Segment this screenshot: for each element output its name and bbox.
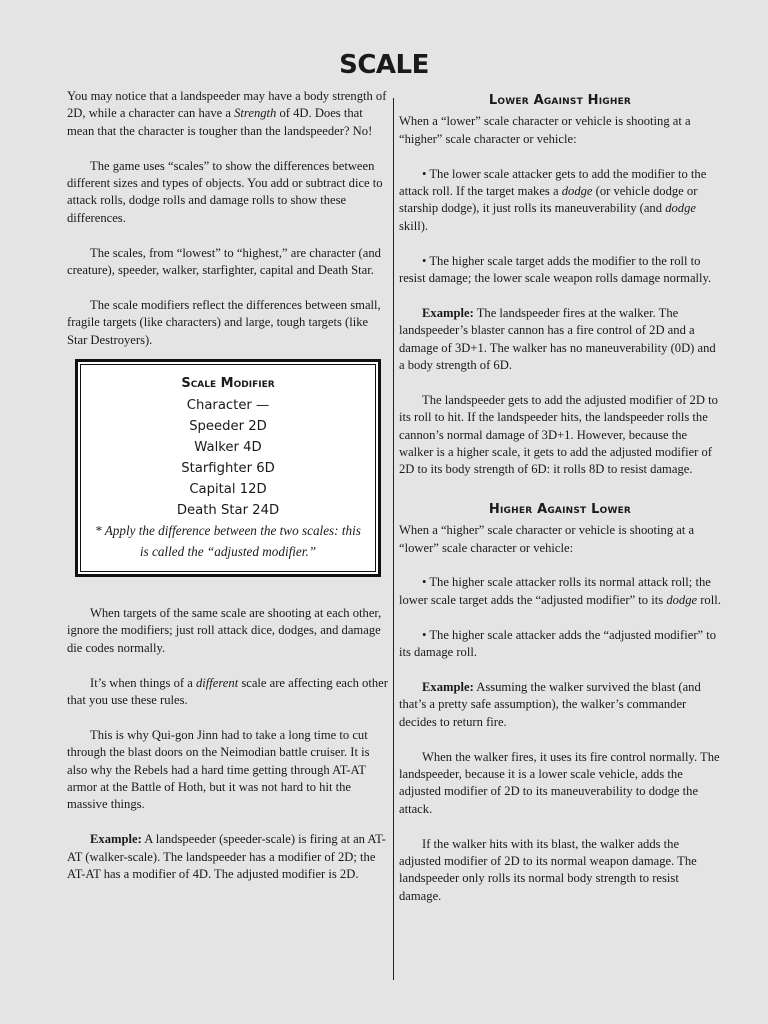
lower-bullet-attack: • The lower scale attacker gets to add the modifier to the attack roll. If the target makes a dodge (or vehicle dodge or starship dodge), it just rolls its maneuverability (and dodge skill). [399, 166, 707, 233]
scale-row-character: Character — [186, 398, 270, 414]
intro-paragraph: You may notice that a landspeeder may have a body strength of 2D, while a character can have a Strength of 4D. Does that mean that the character is tougher than the landspeeder? No! [67, 89, 387, 138]
scale-modifier-title: Scale Modifier [181, 376, 275, 392]
scale-row-death-star: Death Star 24D [176, 503, 280, 519]
left-example-paragraph: Example: A landspeeder (speeder-scale) is firing at an AT-AT (walker-scale). The landspeeder has a modifier of 2D; the AT-AT has a modifier of 4D. The adjusted modifier is 2D. [67, 832, 386, 882]
scale-row-speeder: Speeder 2D [189, 419, 267, 435]
right-column [399, 92, 721, 923]
scale-modifiers-paragraph: The scale modifiers reflect the differences between small, fragile targets (like characters) and large, tough targets (like Star Destroyers). [67, 297, 381, 347]
higher-bullet-attack: • The higher scale attacker rolls its normal attack roll; the lower scale target adds the “adjusted modifier” to its dodge roll. [399, 575, 721, 607]
page-title: SCALE [339, 50, 429, 80]
same-scale-paragraph: When targets of the same scale are shooting at each other, ignore the modifiers; just roll attack dice, dodges, and damage die codes normally. [67, 606, 382, 655]
higher-intro-paragraph: When a “higher” scale character or vehicle is shooting at a “lower” scale character or vehicle: [399, 523, 695, 555]
higher-example-paragraph: Example: Assuming the walker survived the blast (and that’s a pretty safe assumption), the walker’s commander decides to return fire. [399, 679, 701, 729]
qui-gon-paragraph: This is why Qui-gon Jinn had to take a long time to cut through the blast doors on the Neimodian battle cruiser. It is also why the Rebels had a hard time getting through AT-AT armor at the Battle of Hoth, but it was not hard to hit the massive things. [67, 727, 370, 812]
higher-against-lower-heading: Higher Against Lower [488, 501, 632, 517]
higher-bullet-damage: • The higher scale attacker adds the “adjusted modifier” to its damage roll. [399, 627, 717, 660]
scale-row-walker: Walker 4D [194, 440, 262, 456]
scale-order-paragraph: The scales, from “lowest” to “highest,” are character (and creature), speeder, walker, starfighter, capital and Death Star. [67, 245, 381, 278]
left-column [67, 88, 389, 901]
walker-fires-paragraph: When the walker fires, it uses its fire control normally. The landspeeder, because it is a lower scale vehicle, adds the adjusted modifier of 2D to its maneuverability to dodge the attack. [399, 749, 720, 816]
walker-hits-paragraph: If the walker hits with its blast, the walker adds the adjusted modifier of 2D to its normal weapon damage. The landspeeder only rolls its normal body strength to resist damage. [399, 836, 697, 903]
different-scale-paragraph: It’s when things of a different scale are affecting each other that you use these rules. [67, 675, 388, 708]
scales-paragraph: The game uses “scales” to show the differences between different sizes and types of objects. You add or subtract dice to attack rolls, dodge rolls and damage rolls to show these differences. [67, 158, 383, 225]
scale-modifier-note: * Apply the difference between the two scales: this is called the “adjusted modifier.” [95, 523, 361, 559]
scale-row-capital: Capital 12D [189, 482, 267, 498]
lower-example-paragraph: Example: The landspeeder fires at the walker. The landspeeder’s blaster cannon has a fire control of 2D and a damage of 3D+1. The walker has no maneuverability (0D) and a body strength of 6D. [399, 305, 716, 373]
column-divider [393, 98, 394, 980]
scale-modifier-box [75, 359, 381, 577]
lower-intro-paragraph: When a “lower” scale character or vehicle is shooting at a “higher” scale character or vehicle: [399, 114, 691, 146]
lower-against-higher-heading: Lower Against Higher [488, 93, 632, 108]
lower-bullet-damage: • The higher scale target adds the modifier to the roll to resist damage; the lower scale weapon rolls damage normally. [399, 253, 712, 286]
scale-row-starfighter: Starfighter 6D [181, 461, 275, 477]
lower-result-paragraph: The landspeeder gets to add the adjusted modifier of 2D to its roll to hit. If the landspeeder hits, the landspeeder rolls the cannon’s normal damage of 3D+1. However, because the walker is a higher scale, it gets to add the adjusted modifier of 2D to its body strength of 6D: it rolls 8D to resist damage. [399, 392, 718, 477]
